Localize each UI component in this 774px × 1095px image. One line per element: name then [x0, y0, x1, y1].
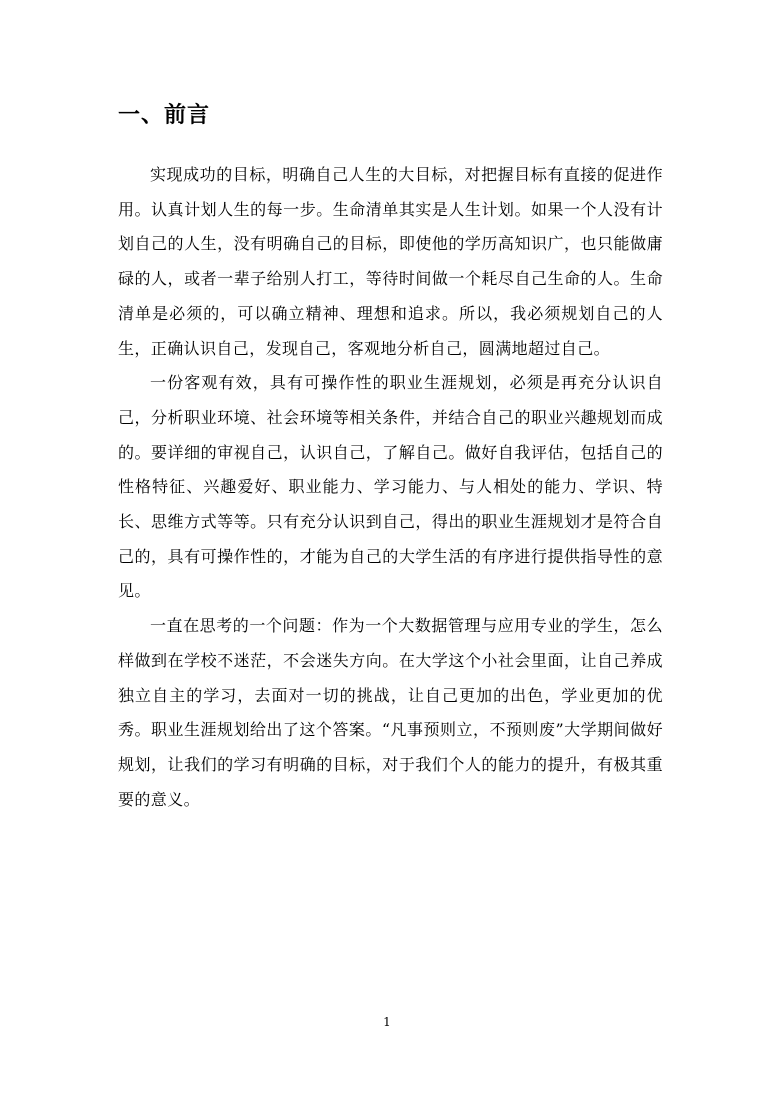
section-heading: 一、前言: [118, 103, 211, 128]
body-text: [118, 158, 663, 817]
paragraph-2: 一份客观有效，具有可操作性的职业生涯规划，必须是再充分认识自己，分析职业环境、社会环境等相关条件，并结合自己的职业兴趣规划而成的。要详细的审视自己，认识自己，了解自己。做好自我评估，包括自己的性格特征、兴趣爱好、职业能力、学习能力、与人相处的能力、学识、特长、思维方式等等。只有充分认识到自己，得出的职业生涯规划才是符合自己的，具有可操作性的，才能为自己的大学生活的有序进行提供指导性的意见。: [118, 373, 663, 601]
paragraph-1: 实现成功的目标，明确自己人生的大目标，对把握目标有直接的促进作用。认真计划人生的每一步。生命清单其实是人生计划。如果一个人没有计划自己的人生，没有明确自己的目标，即使他的学历高知识广，也只能做庸碌的人，或者一辈子给别人打工，等待时间做一个耗尽自己生命的人。生命清单是必须的，可以确立精神、理想和追求。所以，我必须规划自己的人生，正确认识自己，发现自己，客观地分析自己，圆满地超过自己。: [118, 165, 663, 358]
page-number: 1: [383, 1015, 391, 1029]
paragraph-3: 一直在思考的一个问题：作为一个大数据管理与应用专业的学生，怎么样做到在学校不迷茫，不会迷失方向。在大学这个小社会里面，让自己养成独立自主的学习，去面对一切的挑战，让自己更加的出色，学业更加的优秀。职业生涯规划给出了这个答案。“凡事预则立，不预则废”大学期间做好规划，让我们的学习有明确的目标，对于我们个人的能力的提升，有极其重要的意义。: [118, 616, 663, 809]
